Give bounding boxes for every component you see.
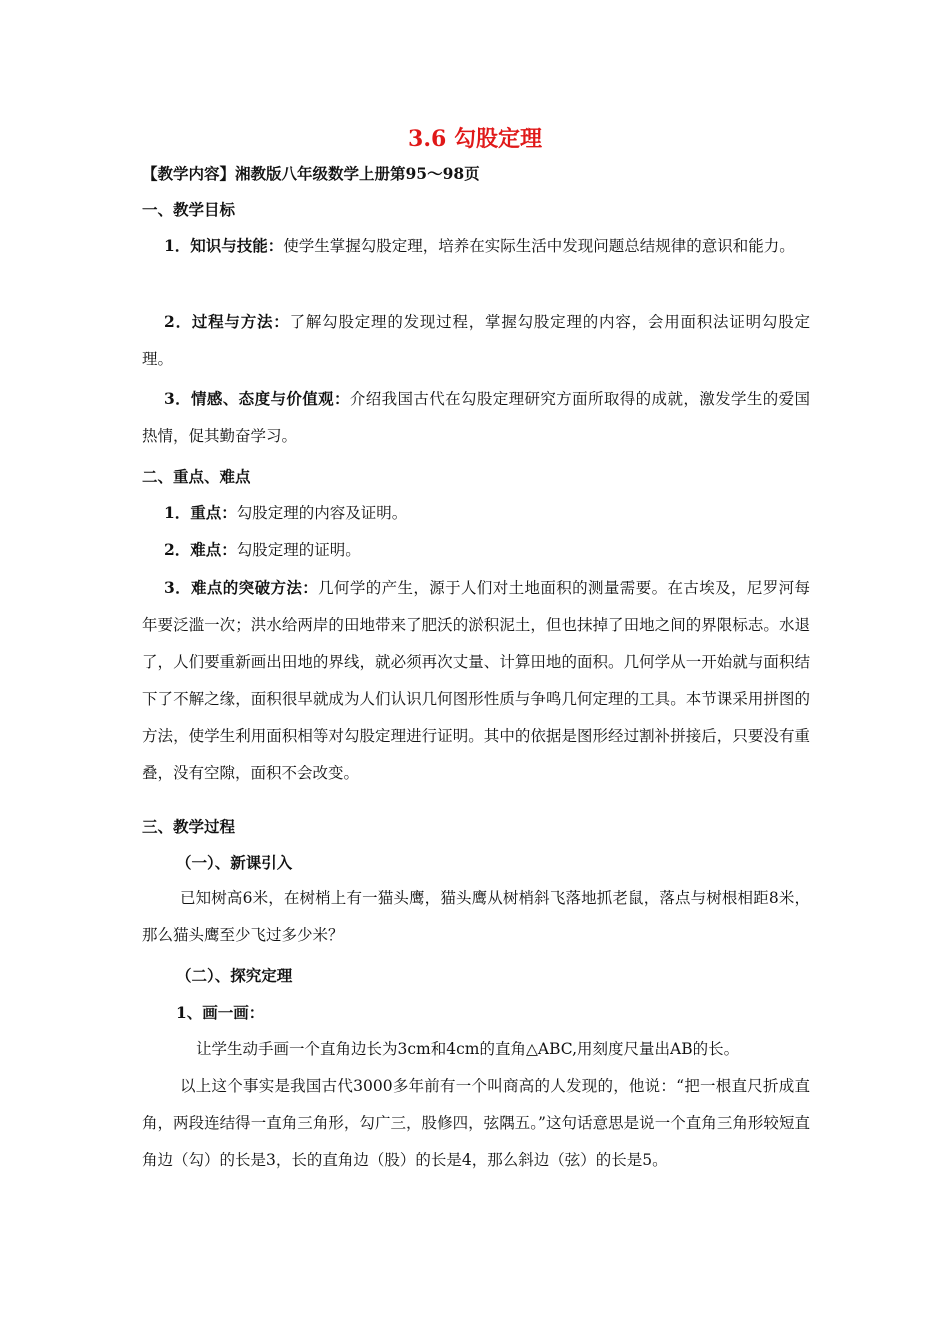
difficult-point-label: 2．难点： xyxy=(164,540,237,559)
breakthrough-method xyxy=(142,569,810,792)
breakthrough-method-text: 几何学的产生，源于人们对土地面积的测量需要。在古埃及，尼罗河每年要泛滥一次；洪水给两岸的田地带来了肥沃的淤积泥土，但也抹掉了田地之间的界限标志。水退了，人们要重新画出田地的界线，就必须再次丈量、计算田地的面积。几何学从一开始就与面积结下了不解之缘，面积很早就成为人们认识几何图形性质与争鸣几何定理的工具。本节课采用拼图的方法，使学生利用面积相等对勾股定理进行证明。其中的依据是图形经过割补拼接后，只要没有重叠，没有空隙，面积不会改变。 xyxy=(142,579,810,782)
section-heading-process: 三、教学过程 xyxy=(142,817,236,836)
goal-emotion xyxy=(142,380,810,455)
goal-knowledge-label: 1．知识与技能： xyxy=(164,236,284,255)
subsection-heading-intro: （一）、新课引入 xyxy=(176,853,293,872)
difficult-point-text: 勾股定理的证明。 xyxy=(236,541,361,559)
intro-problem-text: 已知树高6米，在树梢上有一猫头鹰，猫头鹰从树梢斜飞落地抓老鼠，落点与树根相距8米，那么猫头鹰至少飞过多少米？ xyxy=(142,889,810,944)
key-point-label: 1．重点： xyxy=(164,503,237,522)
goal-knowledge xyxy=(142,227,810,265)
goal-process xyxy=(142,303,810,378)
shang-gao-paragraph: 以上这个事实是我国古代3000多年前有一个叫商高的人发现的，他说：“把一根直尺折成直角，两段连结得一直角三角形，勾广三，股修四，弦隅五。”这句话意思是说一个直角三角形较短直角边（勾）的长是3，长的直角边（股）的长是4，那么斜边（弦）的长是5。 xyxy=(142,1077,810,1169)
difficult-point xyxy=(142,531,810,569)
section-heading-goals: 一、教学目标 xyxy=(142,200,236,219)
teaching-content-line: 【教学内容】湘教版八年级数学上册第95～98页 xyxy=(142,164,480,183)
goal-knowledge-text: 使学生掌握勾股定理，培养在实际生活中发现问题总结规律的意识和能力。 xyxy=(283,237,795,255)
subsection-heading-explore: （二）、探究定理 xyxy=(176,966,293,985)
step-heading-draw: 1、画一画： xyxy=(176,1003,265,1022)
page-title: 3.6 勾股定理 xyxy=(408,126,542,152)
goal-process-label: 2．过程与方法： xyxy=(164,312,290,331)
step-draw-instruction: 让学生动手画一个直角边长为3cm和4cm的直角△ABC,用刻度尺量出AB的长。 xyxy=(196,1040,740,1058)
goal-emotion-label: 3．情感、态度与价值观： xyxy=(164,389,350,408)
key-point-text: 勾股定理的内容及证明。 xyxy=(236,504,408,522)
goal-process-text: 了解勾股定理的发现过程，掌握勾股定理的内容，会用面积法证明勾股定理。 xyxy=(142,313,810,368)
section-heading-key-points: 二、重点、难点 xyxy=(142,467,251,486)
goal-emotion-text: 介绍我国古代在勾股定理研究方面所取得的成就，激发学生的爱国热情，促其勤奋学习。 xyxy=(142,390,810,445)
key-point xyxy=(142,494,810,532)
breakthrough-method-label: 3．难点的突破方法： xyxy=(164,578,319,597)
